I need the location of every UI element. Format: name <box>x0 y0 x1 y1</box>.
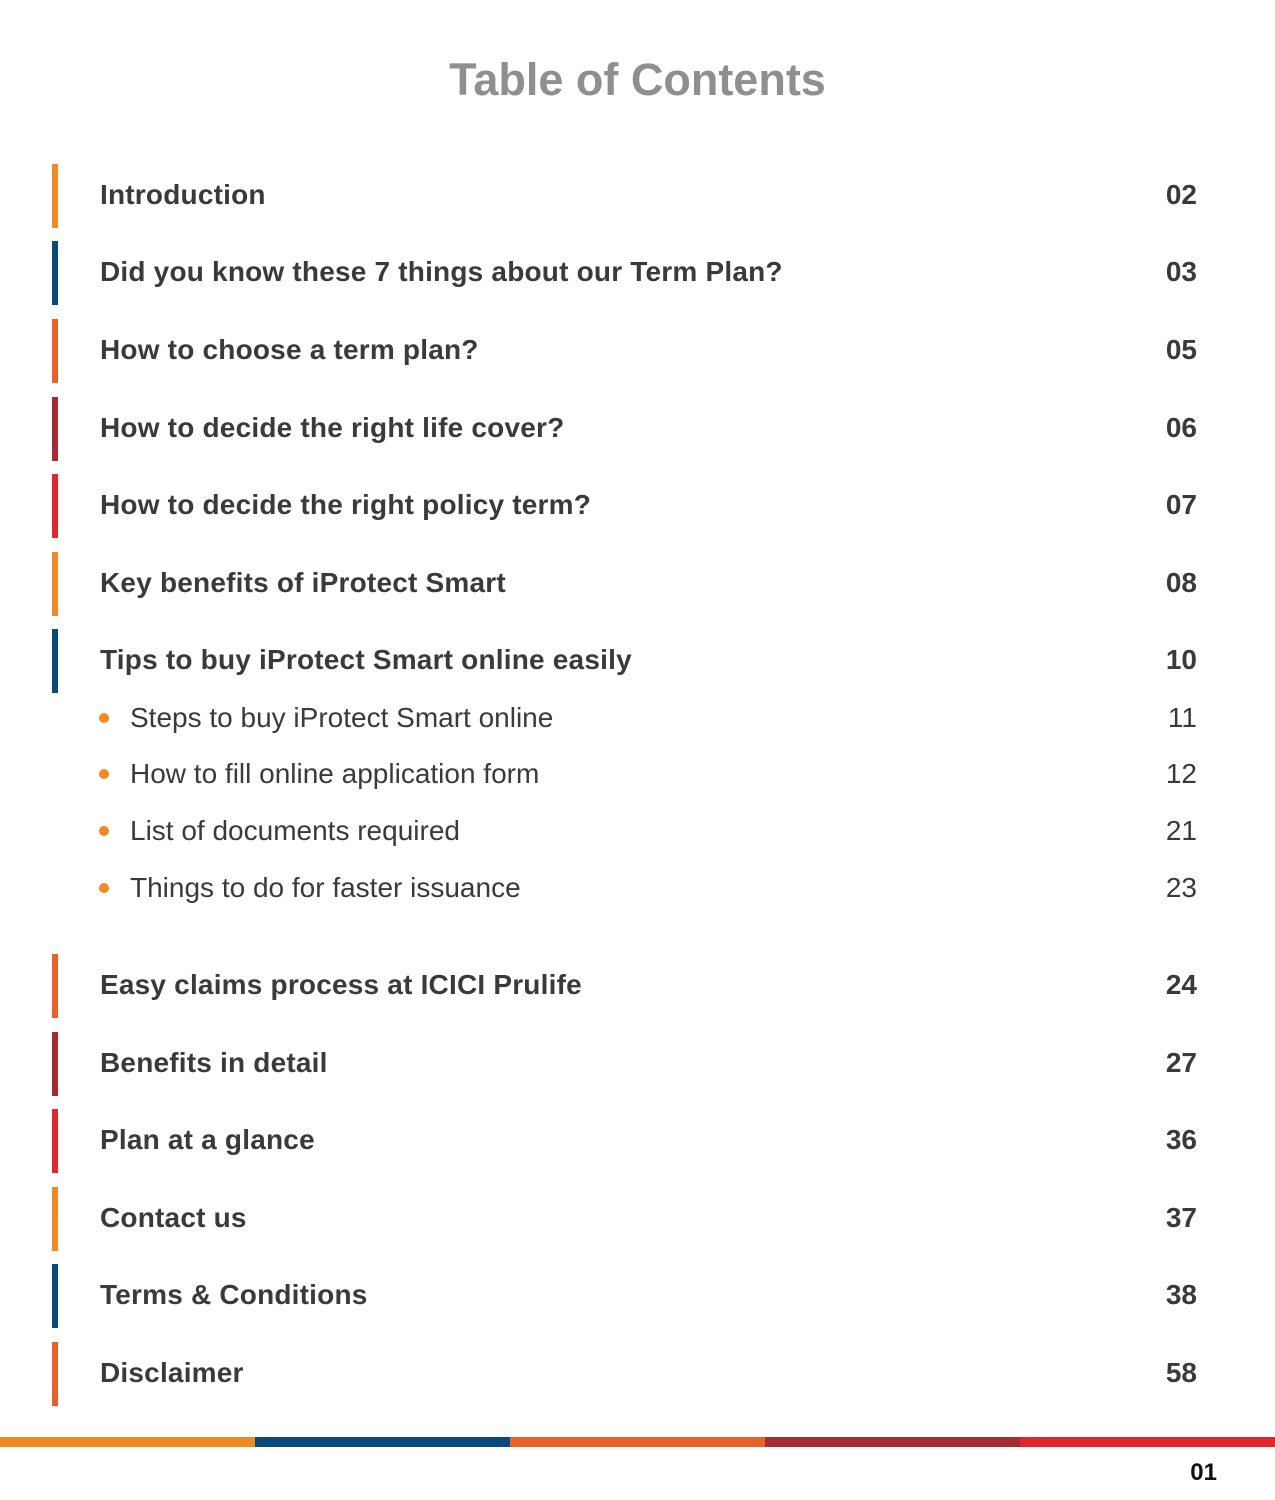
toc-entry-tips-to-buy[interactable] <box>0 629 1275 693</box>
bullet-icon <box>99 713 109 723</box>
toc-entry-label: Plan at a glance <box>100 1124 315 1155</box>
toc-entry-claims-process[interactable] <box>0 954 1275 1018</box>
toc-entry-accent-bar <box>52 954 58 1018</box>
footer-stripe-segment <box>510 1437 765 1447</box>
toc-entry-label: Tips to buy iProtect Smart online easily <box>100 644 632 675</box>
toc-entry-accent-bar <box>52 319 58 383</box>
toc-sub-entry-faster-issuance[interactable] <box>0 868 1275 908</box>
toc-sub-entry-label: List of documents required <box>130 815 460 846</box>
toc-sub-entry-page: 11 <box>1167 702 1197 733</box>
toc-sub-entry-label: Steps to buy iProtect Smart online <box>130 702 554 733</box>
toc-entry-accent-bar <box>52 397 58 461</box>
toc-entry-page: 58 <box>1165 1357 1197 1388</box>
toc-entry-terms-conditions[interactable] <box>0 1264 1275 1328</box>
toc-sub-entry-documents[interactable] <box>0 811 1275 851</box>
toc-entry-right-life-cover[interactable] <box>0 397 1275 461</box>
toc-sub-entry-label: Things to do for faster issuance <box>130 872 521 903</box>
toc-entry-page: 07 <box>1165 489 1197 520</box>
toc-entry-page: 03 <box>1165 256 1197 287</box>
toc-entry-page: 24 <box>1165 969 1197 1000</box>
toc-entry-label: Introduction <box>100 179 266 210</box>
toc-entry-accent-bar <box>52 474 58 538</box>
bullet-icon <box>99 769 109 779</box>
page-number: 01 <box>1190 1459 1217 1486</box>
footer-stripe-segment <box>1020 1437 1275 1447</box>
toc-entry-accent-bar <box>52 164 58 228</box>
toc-entry-accent-bar <box>52 1032 58 1096</box>
toc-entry-seven-things[interactable] <box>0 241 1275 305</box>
footer-stripe-segment <box>0 1437 255 1447</box>
toc-entry-page: 05 <box>1165 334 1197 365</box>
toc-entry-accent-bar <box>52 1264 58 1328</box>
footer-color-stripe <box>0 1437 1275 1447</box>
toc-entry-accent-bar <box>52 1187 58 1251</box>
footer-stripe-segment <box>765 1437 1020 1447</box>
toc-entry-plan-at-a-glance[interactable] <box>0 1109 1275 1173</box>
toc-entry-accent-bar <box>52 552 58 616</box>
toc-entry-label: Terms & Conditions <box>100 1279 368 1310</box>
toc-entry-label: Benefits in detail <box>100 1047 328 1078</box>
toc-sub-entry-page: 12 <box>1165 758 1197 789</box>
footer-stripe-segment <box>255 1437 510 1447</box>
toc-entry-page: 02 <box>1165 179 1197 210</box>
toc-entry-page: 38 <box>1165 1279 1197 1310</box>
toc-entry-label: Key benefits of iProtect Smart <box>100 567 506 598</box>
toc-entry-benefits-in-detail[interactable] <box>0 1032 1275 1096</box>
toc-entry-choose-term-plan[interactable] <box>0 319 1275 383</box>
toc-sub-entry-label: How to fill online application form <box>130 758 540 789</box>
toc-entry-page: 36 <box>1165 1124 1197 1155</box>
toc-entry-accent-bar <box>52 1109 58 1173</box>
toc-entry-page: 10 <box>1165 644 1197 675</box>
toc-entry-right-policy-term[interactable] <box>0 474 1275 538</box>
toc-entry-accent-bar <box>52 241 58 305</box>
toc-sub-entry-steps-to-buy[interactable] <box>0 698 1275 738</box>
toc-entry-page: 06 <box>1165 412 1197 443</box>
toc-entry-accent-bar <box>52 1342 58 1406</box>
toc-entry-accent-bar <box>52 629 58 693</box>
toc-entry-introduction[interactable] <box>0 164 1275 228</box>
toc-entry-label: Did you know these 7 things about our Term Plan? <box>100 256 783 287</box>
toc-entry-label: Easy claims process at ICICI Prulife <box>100 969 582 1000</box>
page-title: Table of Contents <box>449 54 826 105</box>
toc-entry-page: 37 <box>1165 1202 1197 1233</box>
toc-entry-label: How to decide the right policy term? <box>100 489 592 520</box>
toc-entry-label: How to choose a term plan? <box>100 334 479 365</box>
toc-entry-page: 27 <box>1165 1047 1197 1078</box>
toc-entry-label: Disclaimer <box>100 1357 244 1388</box>
toc-entry-key-benefits[interactable] <box>0 552 1275 616</box>
toc-sub-entry-page: 21 <box>1165 815 1197 846</box>
toc-sub-entry-page: 23 <box>1165 872 1197 903</box>
toc-entry-contact-us[interactable] <box>0 1187 1275 1251</box>
toc-entry-label: Contact us <box>100 1202 247 1233</box>
toc-sub-entry-fill-form[interactable] <box>0 754 1275 794</box>
bullet-icon <box>99 826 109 836</box>
toc-entry-disclaimer[interactable] <box>0 1342 1275 1406</box>
toc-entry-page: 08 <box>1165 567 1197 598</box>
toc-entry-label: How to decide the right life cover? <box>100 412 565 443</box>
bullet-icon <box>99 883 109 893</box>
